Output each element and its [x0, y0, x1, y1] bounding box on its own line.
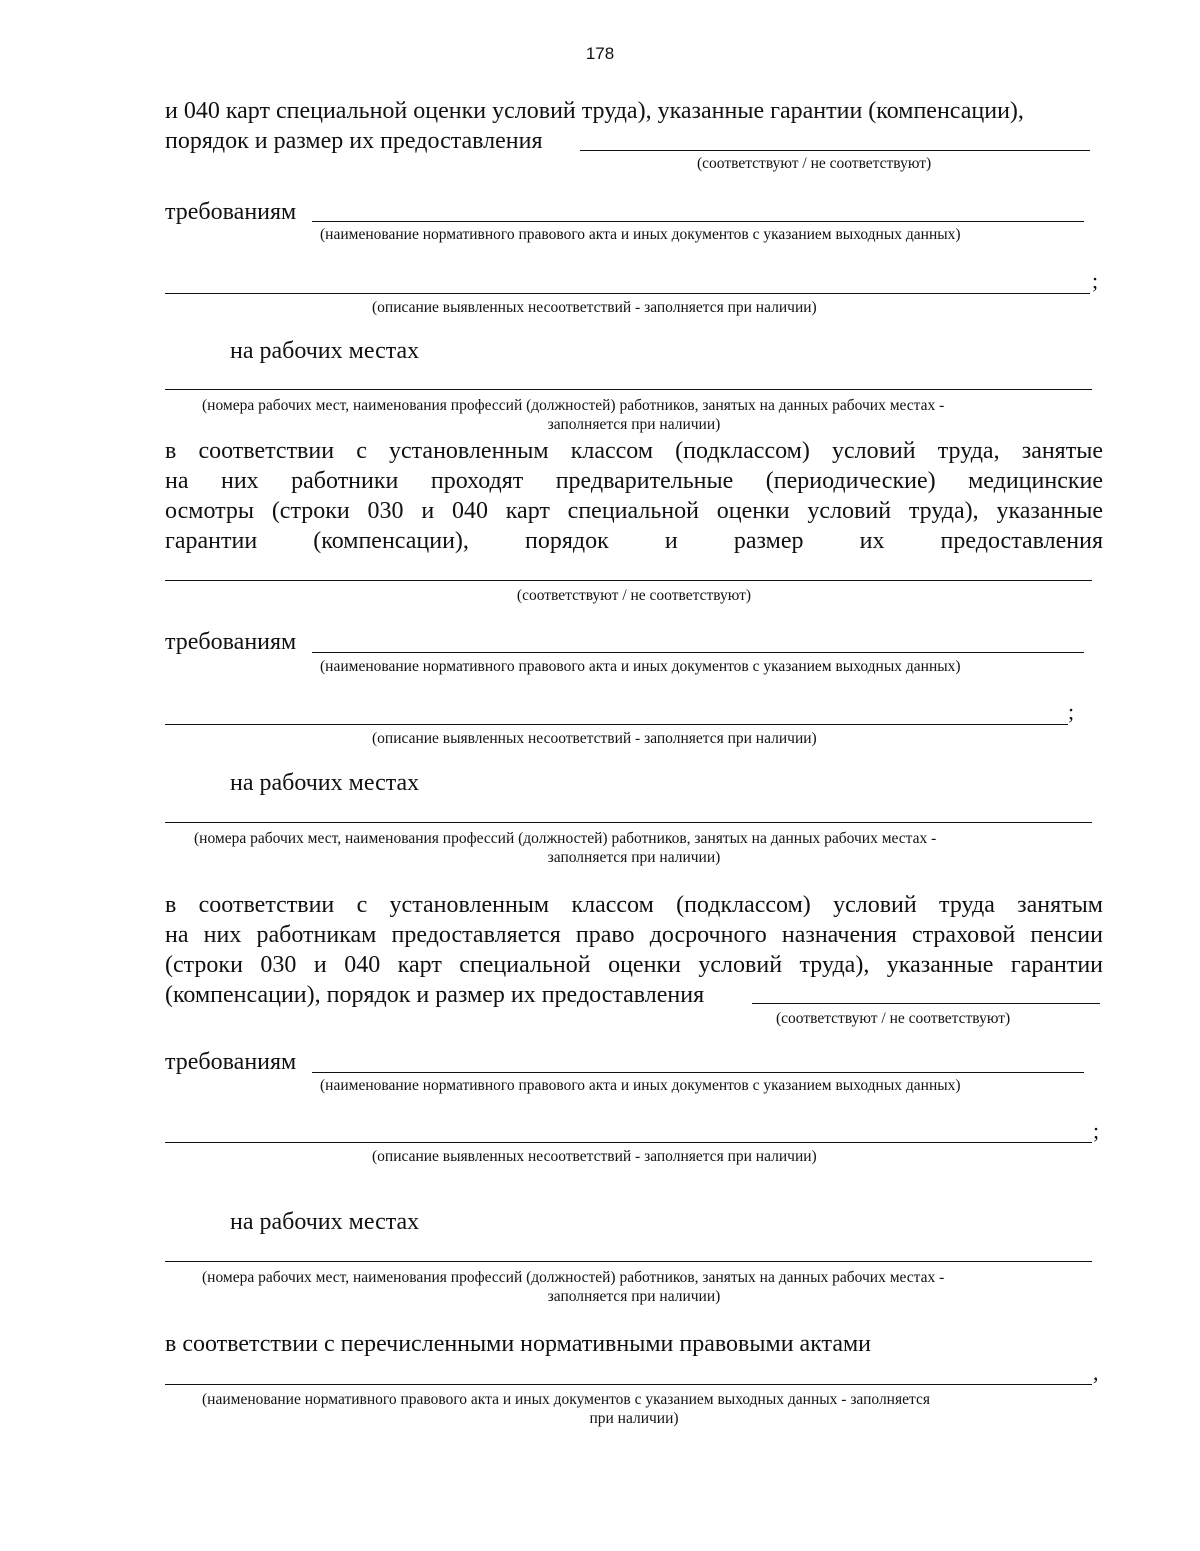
field-caption: (номера рабочих мест, наименования профессий (должностей) работников, занятых на данных рабочих местах - — [202, 1269, 945, 1286]
paragraph-line: (компенсации), порядок и размер их предоставления — [165, 982, 705, 1008]
field-caption: (соответствуют / не соответствуют) — [516, 587, 752, 604]
workplaces-field[interactable] — [165, 822, 1092, 823]
field-caption: (наименование нормативного правового акта и иных документов с указанием выходных данных) — [320, 1077, 961, 1094]
field-caption: (соответствуют / не соответствуют) — [776, 1010, 1011, 1027]
paragraph-line: осмотры (строки 030 и 040 карт специальной оценки условий труда), указанные — [165, 498, 1103, 524]
paragraph-line: (строки 030 и 040 карт специальной оценки условий труда), указанные гарантии — [165, 952, 1103, 978]
requirements-label: требованиям — [165, 629, 297, 655]
requirements-label: требованиям — [165, 199, 297, 225]
line-end-punctuation: ; — [1093, 1118, 1100, 1143]
workplaces-field[interactable] — [165, 1261, 1092, 1262]
workplaces-label: на рабочих местах — [230, 338, 420, 364]
field-caption: при наличии) — [589, 1410, 679, 1427]
paragraph-line: в соответствии с перечисленными нормативными правовыми актами — [165, 1331, 871, 1357]
discrepancies-field[interactable] — [165, 1142, 1092, 1143]
workplaces-field[interactable] — [165, 389, 1092, 390]
line-end-punctuation: ; — [1068, 699, 1075, 724]
field-caption: заполняется при наличии) — [547, 849, 721, 866]
field-caption: (описание выявленных несоответствий - заполняется при наличии) — [372, 730, 817, 747]
page-number: 178 — [585, 44, 615, 63]
field-caption: (номера рабочих мест, наименования профессий (должностей) работников, занятых на данных рабочих местах - — [202, 397, 945, 414]
acts-field[interactable] — [165, 1384, 1092, 1385]
paragraph-line: и 040 карт специальной оценки условий труда), указанные гарантии (компенсации), — [165, 98, 1024, 124]
field-caption: (соответствуют / не соответствуют) — [697, 155, 932, 172]
compliance-field[interactable] — [752, 1003, 1100, 1004]
requirements-field[interactable] — [312, 1072, 1084, 1073]
field-caption: заполняется при наличии) — [547, 416, 721, 433]
discrepancies-field[interactable] — [165, 293, 1090, 294]
field-caption: (описание выявленных несоответствий - заполняется при наличии) — [372, 1148, 817, 1165]
compliance-field[interactable] — [580, 150, 1090, 151]
workplaces-label: на рабочих местах — [230, 1209, 420, 1235]
requirements-field[interactable] — [312, 652, 1084, 653]
requirements-label: требованиям — [165, 1049, 297, 1075]
line-end-punctuation: , — [1093, 1360, 1099, 1385]
field-caption: (наименование нормативного правового акта и иных документов с указанием выходных данных) — [320, 226, 961, 243]
requirements-field[interactable] — [312, 221, 1084, 222]
field-caption: заполняется при наличии) — [547, 1288, 721, 1305]
paragraph-line: порядок и размер их предоставления — [165, 128, 543, 154]
paragraph-line: на них работникам предоставляется право досрочного назначения страховой пенсии — [165, 922, 1103, 948]
field-caption: (наименование нормативного правового акта и иных документов с указанием выходных данных - заполняется — [202, 1391, 930, 1408]
compliance-field[interactable] — [165, 580, 1092, 581]
paragraph-line: в соответствии с установленным классом (подклассом) условий труда занятым — [165, 892, 1103, 918]
paragraph-line: на них работники проходят предварительные (периодические) медицинские — [165, 468, 1103, 494]
field-caption: (номера рабочих мест, наименования профессий (должностей) работников, занятых на данных рабочих местах - — [194, 830, 937, 847]
field-caption: (описание выявленных несоответствий - заполняется при наличии) — [372, 299, 817, 316]
paragraph-line: в соответствии с установленным классом (подклассом) условий труда, занятые — [165, 438, 1103, 464]
workplaces-label: на рабочих местах — [230, 770, 420, 796]
field-caption: (наименование нормативного правового акта и иных документов с указанием выходных данных) — [320, 658, 961, 675]
paragraph-line: гарантии (компенсации), порядок и размер их предоставления — [165, 528, 1103, 554]
line-end-punctuation: ; — [1092, 268, 1099, 293]
discrepancies-field[interactable] — [165, 724, 1068, 725]
